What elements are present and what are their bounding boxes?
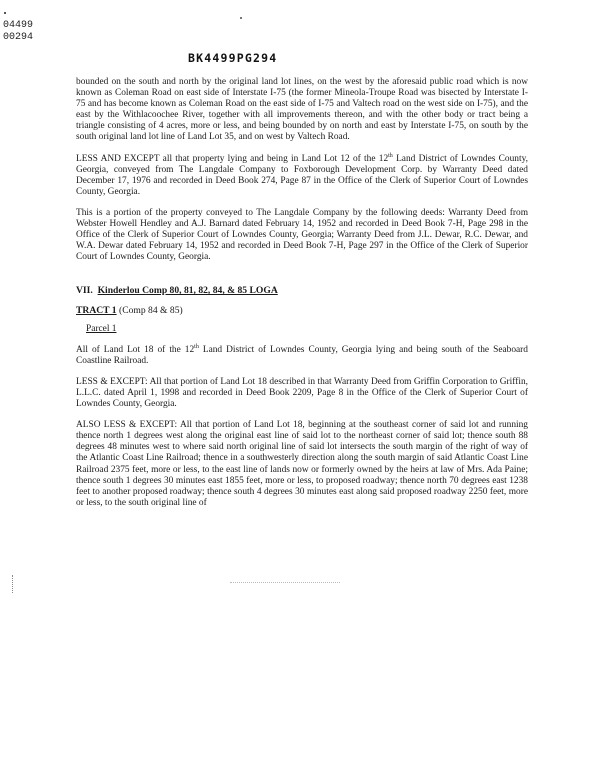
stamp-line-1: 04499 — [3, 20, 34, 31]
document-stamp — [3, 20, 33, 44]
paragraph-portion-conveyed: This is a portion of the property conveyed to The Langdale Company by the following deeds: Warranty Deed from Webster Howell Hendley and A.J. Barnard dated February 14, 1952 and recorded in Deed Book 7-H, Page 298 in the Office of the Clerk of Superior Court of Lowndes County, Georgia; Warranty Deed from J.L. Dewar, R.C. Dewar, and W.A. Dewar dated February 14, 1952 and recorded in Deed Book 7-H, Page 297 in the Office of the Clerk of Superior Court of Lowndes County, Georgia. — [76, 207, 528, 263]
section-heading — [76, 285, 528, 296]
book-page-reference: BK4499PG294 — [188, 51, 278, 65]
section-number: VII. — [76, 285, 93, 297]
paragraph-land-lot-18: All of Land Lot 18 of the 12th Land District of Lowndes County, Georgia lying and being south of the Seaboard Coastline Railroad. — [76, 343, 528, 366]
margin-mark — [12, 575, 14, 593]
tract-label: TRACT 1 — [76, 304, 117, 316]
paragraph-less-except-griffin: LESS & EXCEPT: All that portion of Land Lot 18 described in that Warranty Deed from Griffin Corporation to Griffin, L.L.C. dated April 1, 1998 and recorded in Deed Book 2209, Page 8 in the Office of the Clerk of Superior Court of Lowndes County, Georgia. — [76, 376, 528, 410]
paragraph-boundary: bounded on the south and north by the original land lot lines, on the west by the aforesaid public road which is now known as Coleman Road on east side of Interstate I-75 (the former Mineola-Troupe Road was bisected by Interstate I-75 and has become known as Coleman Road on the east side of I-75 and Valtech road on the west side on I-75), and the east by the Withlacoochee River, together with all improvements thereon, and with the other body or tract being a triangle consisting of 4 acres, more or less, and being bounded by on north and east by Interstate I-75, on south by the south original land lot line of Land Lot 35, and on west by Valtech Road. — [76, 77, 528, 143]
tract-heading — [76, 305, 528, 316]
paragraph-also-less-except: ALSO LESS & EXCEPT: All that portion of Land Lot 18, beginning at the southeast corner of said lot and running thence north 1 degrees west along the original east line of said lot to the northeast corner of said lot; thence south 88 degrees 48 minutes west to where said north original line of said lot intersects the south margin of the right of way of the Atlantic Coast Line Railroad; thence in a southwesterly direction along the south margin of said Atlantic Coast Line Railroad 2375 feet, more or less, to the east line of lands now or formerly owned by the heirs at law of Mrs. Ada Paine; thence south 1 degrees 30 minutes east 1855 feet, more or less, to proposed roadway; thence north 70 degrees east 1238 feet to another proposed roadway; thence south 4 degrees 30 minutes east along said proposed roadway 2250 feet, more or less, to the south original line of — [76, 420, 528, 508]
stamp-line-2: 00294 — [3, 32, 34, 43]
document-body — [76, 77, 528, 519]
parcel-heading: Parcel 1 — [86, 323, 117, 334]
scan-artifact — [230, 582, 340, 585]
tract-note: (Comp 84 & 85) — [116, 304, 183, 316]
paragraph-less-and-except: LESS AND EXCEPT all that property lying and being in Land Lot 12 of the 12th Land District of Lowndes County, Georgia, conveyed from The Langdale Company to Foxborough Development Corp. by Warranty Deed dated December 17, 1976 and recorded in Deed Book 274, Page 87 in the Office of the Clerk of Superior Court of Lowndes County, Georgia. — [76, 152, 528, 197]
scan-speck — [4, 12, 6, 14]
section-title: Kinderlou Comp 80, 81, 82, 84, & 85 LOGA — [97, 285, 278, 297]
scan-speck — [240, 17, 242, 19]
